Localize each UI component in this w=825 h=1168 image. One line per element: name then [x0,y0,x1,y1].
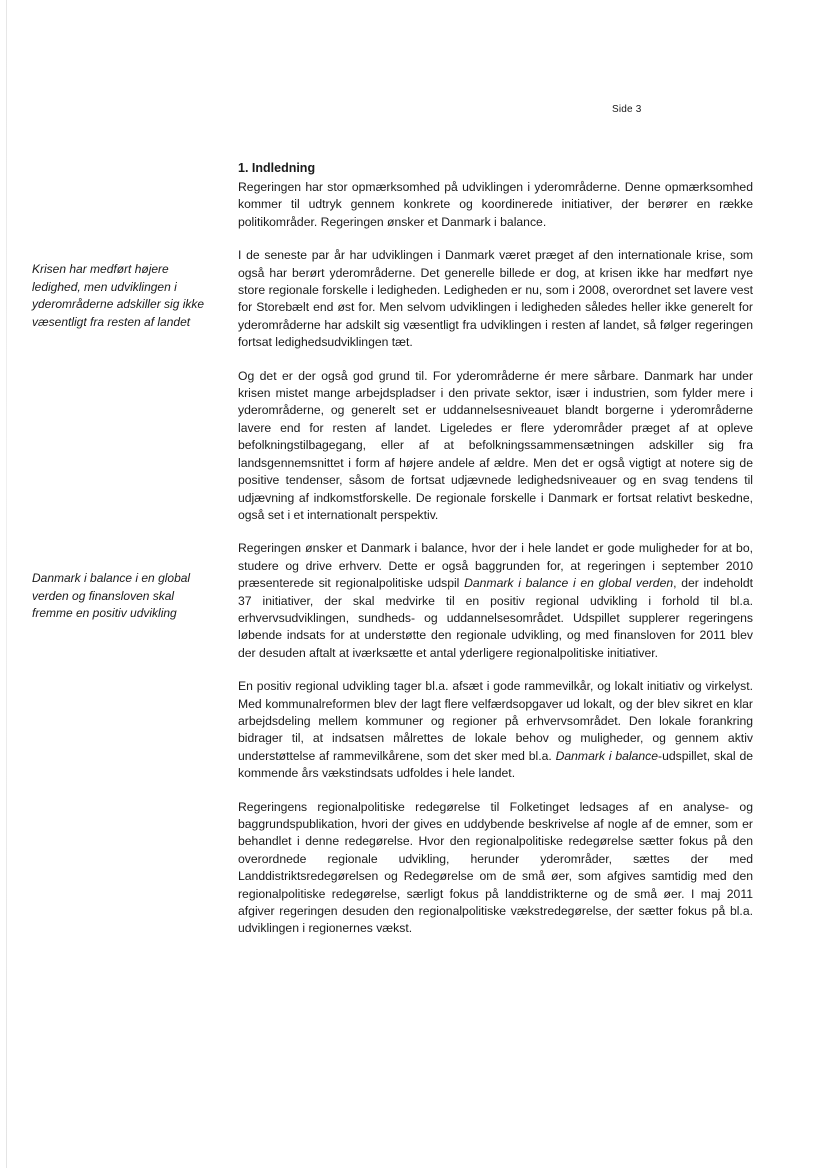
paragraph-text: -udspillet, skal de kommende års vækstindsats udfoldes i hele landet. [238,748,753,781]
paragraph-balance [238,540,753,662]
paragraph-text: , der indeholdt 37 initiativer, der skal medvirke til en positiv regional udvikling i forhold til bl.a. erhvervsudviklingen, sundheds- og uddannelsesområdet. Udspillet supplerer regeringens løbende indsats for at understøtte den regionale udvikling, og med finansloven for 2011 blev der desuden aftalt at iværksætte et antal yderligere regionalpolitiske initiativer. [238,576,753,660]
publication-title: Danmark i balance i en global verden [464,576,674,591]
paragraph-text: I de seneste par år har udviklingen i Danmark været præget af den internationale krise, som også har berørt yderområderne. Det generelle billede er dog, at krisen ikke har medført nye store regionale forskelle i ledigheden. Ledigheden er nu, som i 2008, overordnet set lavere vest for Storebælt end øst for. Men selvom udviklingen i ledigheden således heller ikke generelt for yderområderne har adskilt sig væsentligt fra udviklingen i resten af landet, så følger regeringen fortsat ledighedsudviklingen tæt. [238,248,753,350]
paragraph-local-initiative [238,678,753,782]
margin-note-unemployment: Krisen har medført højere ledighed, men udviklingen i yderområderne adskiller sig ikke væsentligt fra resten af landet [32,262,205,329]
paragraph-intro [238,179,753,231]
page-number: Side 3 [612,104,642,115]
section-heading: 1. Indledning [238,161,316,175]
paragraph-text: Regeringen ønsker et Danmark i balance, hvor der i hele landet er gode muligheder for at bo, studere og drive erhverv. Dette er også baggrunden for, at regeringen i september 2010 præsenterede sit regionalpolitiske udspil [238,541,753,591]
paragraph-text: Regeringen har stor opmærksomhed på udviklingen i yderområderne. Denne opmærksomhed kommer til udtryk gennem konkrete og koordinerede initiativer, der berører en række politikområder. Regeringen ønsker et Danmark i balance. [238,180,753,229]
paragraph-reports [238,799,753,938]
paragraph-crisis [238,247,753,351]
publication-title: Danmark i balance [555,748,659,763]
paragraph-text: Regeringens regionalpolitiske redegørelse til Folketinget ledsages af en analyse- og baggrundspublikation, hvori der gives en uddybende beskrivelse af nogle af de emner, som er behandlet i denne redegørelse. Hvor den regionalpolitiske redegørelse sætter fokus på den overordnede regionale udvikling, herunder yderområder, sættes der med Landdistriktsredegørelsen og Redegørelse om de små øer, som afgives samtidig med den regionalpolitiske redegørelse, særligt fokus på landdistrikterne og de små øer. I maj 2011 afgiver regeringen desuden den regionalpolitiske vækstredegørelse, der sætter fokus på bl.a. udviklingen i regionernes vækst. [238,799,753,936]
paragraph-text: En positiv regional udvikling tager bl.a. afsæt i gode rammevilkår, og lokalt initiativ og virkelyst. Med kommunalreformen blev der lagt flere velfærdsopgaver ud lokalt, og der blev sikret en klar arbejdsdeling mellem kommuner og regioner på erhvervsområdet. Den lokale forankring bidrager til, at indsatsen målrettes de lokale behov og muligheder, og gennem aktiv understøttelse af rammevilkårene, som det sker med bl.a. [238,679,753,763]
scan-edge [6,0,7,1168]
margin-note-balance: Danmark i balance i en global verden og finansloven skal fremme en positiv udvikling [32,571,191,620]
main-text [238,160,753,954]
paragraph-text: Og det er der også god grund til. For yderområderne ér mere sårbare. Danmark har under krisen mistet mange arbejdspladser i den private sektor, især i industrien, som fylder mere i yderområderne, og generelt set er uddannelsesniveauet blandt borgerne i yderområderne lavere end for resten af landet. Ligeledes er flere yderområder præget af at opleve befolkningstilbagegang, eller af at befolkningssammensætningen adskiller sig fra landsgennemsnittet i form af højere andele af ældre. Men det er også vigtigt at notere sig de positive tendenser, såsom de fortsat udjævnede ledighedsniveauer og en svag tendens til udjævning af indkomstforskelle. De regionale forskelle i Danmark er fortsat relativt beskedne, også set i et internationalt perspektiv. [238,368,753,522]
paragraph-vulnerability [238,368,753,525]
